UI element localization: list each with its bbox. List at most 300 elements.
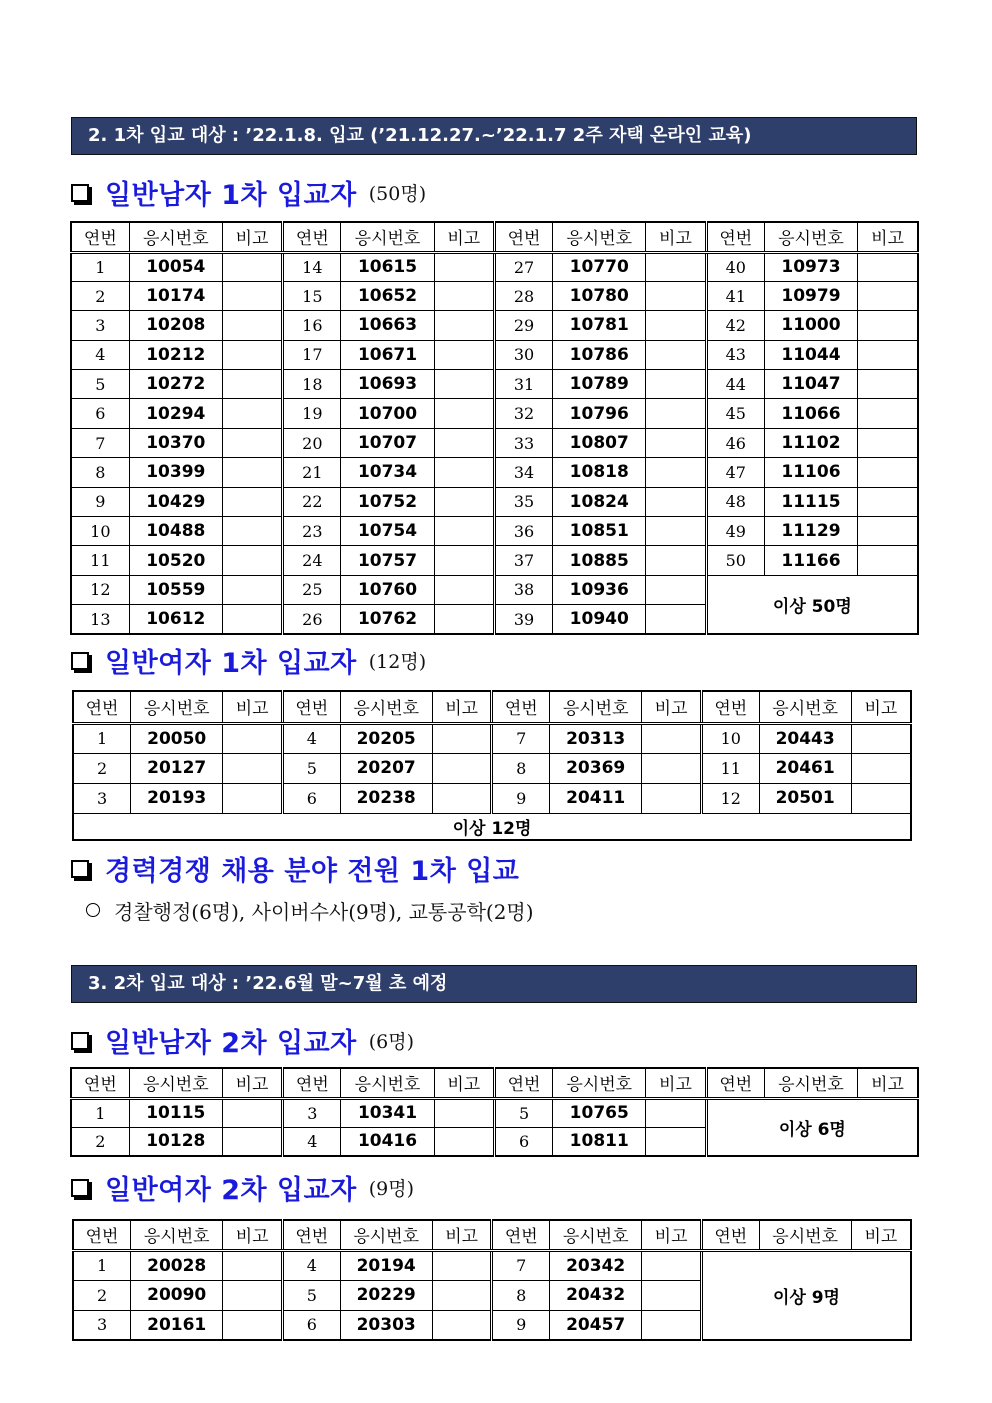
exam-number-cell: 10973 (764, 252, 857, 281)
remark-cell (851, 723, 911, 753)
exam-number-cell: 10940 (553, 605, 646, 634)
remark-cell (434, 311, 494, 340)
seq-cell: 21 (283, 458, 341, 487)
exam-number-cell: 20238 (340, 783, 432, 813)
exam-number-cell: 10671 (341, 340, 434, 369)
seq-cell: 7 (71, 428, 129, 457)
exam-number-cell: 10796 (553, 399, 646, 428)
remark-cell (222, 605, 282, 634)
exam-number-cell: 10754 (341, 517, 434, 546)
header-remark: 비고 (223, 1220, 283, 1250)
table-row (71, 311, 918, 340)
exam-number-cell: 11047 (764, 370, 857, 399)
remark-cell (642, 1250, 702, 1280)
seq-cell: 2 (71, 1127, 129, 1156)
remark-cell (434, 281, 494, 310)
checkbox-square-icon (71, 652, 89, 670)
seq-cell: 48 (706, 487, 764, 516)
remark-cell (858, 370, 918, 399)
remark-cell (432, 1280, 492, 1310)
exam-number-cell: 10370 (129, 428, 222, 457)
exam-number-cell: 10520 (129, 546, 222, 575)
header-seq: 연번 (494, 222, 552, 252)
remark-cell (646, 605, 706, 634)
female-round1-table (72, 690, 912, 841)
header-seq: 연번 (282, 691, 340, 723)
exam-number-cell: 10707 (341, 428, 434, 457)
remark-cell (222, 517, 282, 546)
exam-number-cell: 10786 (553, 340, 646, 369)
remark-cell (223, 783, 283, 813)
seq-cell: 3 (73, 1310, 131, 1340)
remark-cell (223, 1310, 283, 1340)
table-row (71, 399, 918, 428)
exam-number-cell: 20443 (759, 723, 851, 753)
exam-number-cell: 20194 (340, 1250, 432, 1280)
category-title: 경력경쟁 채용 분야 전원 1차 입교 (105, 855, 520, 887)
header-seq: 연번 (283, 1068, 341, 1098)
remark-cell (858, 311, 918, 340)
seq-cell: 23 (283, 517, 341, 546)
header-seq: 연번 (492, 691, 550, 723)
seq-cell: 6 (282, 1310, 340, 1340)
header-exam-no: 응시번호 (341, 1068, 434, 1098)
header-seq: 연번 (706, 222, 764, 252)
seq-cell: 4 (282, 723, 340, 753)
category-count: (6명) (368, 1030, 415, 1053)
exam-number-cell: 10416 (341, 1127, 434, 1156)
table-row (71, 428, 918, 457)
seq-cell: 42 (706, 311, 764, 340)
exam-number-cell: 10272 (129, 370, 222, 399)
remark-cell (646, 517, 706, 546)
remark-cell (642, 783, 702, 813)
header-exam-no: 응시번호 (553, 1068, 646, 1098)
header-remark: 비고 (642, 1220, 702, 1250)
remark-cell (434, 458, 494, 487)
exam-number-cell: 10054 (129, 252, 222, 281)
exam-number-cell: 10762 (341, 605, 434, 634)
circle-bullet-icon (86, 903, 100, 917)
seq-cell: 5 (282, 753, 340, 783)
table-row (73, 723, 911, 753)
exam-number-cell: 20461 (759, 753, 851, 783)
remark-cell (434, 1098, 494, 1127)
seq-cell: 5 (71, 370, 129, 399)
table-row (73, 1250, 911, 1280)
seq-cell: 1 (73, 1250, 131, 1280)
header-seq: 연번 (283, 222, 341, 252)
remark-cell (646, 340, 706, 369)
header-remark: 비고 (432, 1220, 492, 1250)
remark-cell (646, 252, 706, 281)
remark-cell (432, 1310, 492, 1340)
header-exam-no: 응시번호 (550, 1220, 642, 1250)
header-seq: 연번 (494, 1068, 552, 1098)
header-seq: 연번 (73, 1220, 131, 1250)
seq-cell: 4 (283, 1127, 341, 1156)
checkbox-square-icon (71, 1032, 89, 1050)
header-remark: 비고 (858, 1068, 918, 1098)
remark-cell (646, 370, 706, 399)
seq-cell: 8 (492, 1280, 550, 1310)
male-round1-heading (71, 172, 426, 212)
exam-number-cell: 10429 (129, 487, 222, 516)
remark-cell (432, 753, 492, 783)
seq-cell: 11 (701, 753, 759, 783)
exam-number-cell: 20411 (550, 783, 642, 813)
category-title: 일반남자 2차 입교자 (105, 1027, 357, 1059)
table-row (73, 753, 911, 783)
header-remark: 비고 (851, 691, 911, 723)
header-seq: 연번 (73, 691, 131, 723)
remark-cell (646, 281, 706, 310)
exam-number-cell: 10789 (553, 370, 646, 399)
exam-number-cell: 10770 (553, 252, 646, 281)
remark-cell (222, 1098, 282, 1127)
male-round1-table (70, 221, 919, 635)
seq-cell: 8 (492, 753, 550, 783)
remark-cell (858, 340, 918, 369)
table-row (71, 252, 918, 281)
seq-cell: 1 (71, 252, 129, 281)
exam-number-cell: 20342 (550, 1250, 642, 1280)
remark-cell (223, 1250, 283, 1280)
remark-cell (434, 605, 494, 634)
remark-cell (858, 399, 918, 428)
seq-cell: 19 (283, 399, 341, 428)
remark-cell (858, 281, 918, 310)
seq-cell: 3 (71, 311, 129, 340)
header-remark: 비고 (434, 222, 494, 252)
exam-number-cell: 20050 (131, 723, 223, 753)
seq-cell: 2 (73, 753, 131, 783)
exam-number-cell: 10807 (553, 428, 646, 457)
remark-cell (646, 1127, 706, 1156)
table-row (71, 281, 918, 310)
checkbox-square-icon (71, 1179, 89, 1197)
seq-cell: 29 (494, 311, 552, 340)
header-seq: 연번 (492, 1220, 550, 1250)
seq-cell: 28 (494, 281, 552, 310)
exam-number-cell: 10212 (129, 340, 222, 369)
table-row (71, 458, 918, 487)
category-count: (12명) (368, 650, 427, 673)
header-seq: 연번 (282, 1220, 340, 1250)
header-remark: 비고 (223, 691, 283, 723)
remark-cell (646, 575, 706, 604)
category-title: 일반여자 2차 입교자 (105, 1174, 357, 1206)
exam-number-cell: 10399 (129, 458, 222, 487)
header-exam-no: 응시번호 (131, 1220, 223, 1250)
header-exam-no: 응시번호 (129, 222, 222, 252)
exam-number-cell: 10488 (129, 517, 222, 546)
section-3-header: 3. 2차 입교 대상 : ’22.6월 말~7월 초 예정 (71, 965, 917, 1003)
seq-cell: 12 (71, 575, 129, 604)
exam-number-cell: 10811 (553, 1127, 646, 1156)
exam-number-cell: 10752 (341, 487, 434, 516)
exam-number-cell: 11102 (764, 428, 857, 457)
table-row (71, 1098, 918, 1127)
seq-cell: 43 (706, 340, 764, 369)
exam-number-cell: 20205 (340, 723, 432, 753)
remark-cell (434, 487, 494, 516)
table-row (71, 487, 918, 516)
exam-number-cell: 11129 (764, 517, 857, 546)
exam-number-cell: 20369 (550, 753, 642, 783)
seq-cell: 22 (283, 487, 341, 516)
remark-cell (223, 753, 283, 783)
seq-cell: 35 (494, 487, 552, 516)
remark-cell (222, 281, 282, 310)
header-exam-no: 응시번호 (553, 222, 646, 252)
table-row (71, 575, 918, 604)
exam-number-cell: 20303 (340, 1310, 432, 1340)
exam-number-cell: 10979 (764, 281, 857, 310)
exam-number-cell: 11115 (764, 487, 857, 516)
exam-number-cell: 10780 (553, 281, 646, 310)
remark-cell (222, 340, 282, 369)
exam-number-cell: 10652 (341, 281, 434, 310)
female-round2-table (72, 1219, 912, 1341)
exam-number-cell: 11166 (764, 546, 857, 575)
header-exam-no: 응시번호 (759, 691, 851, 723)
seq-cell: 49 (706, 517, 764, 546)
seq-cell: 41 (706, 281, 764, 310)
header-remark: 비고 (222, 222, 282, 252)
remark-cell (646, 1098, 706, 1127)
seq-cell: 31 (494, 370, 552, 399)
seq-cell: 6 (494, 1127, 552, 1156)
exam-number-cell: 20193 (131, 783, 223, 813)
seq-cell: 18 (283, 370, 341, 399)
remark-cell (222, 487, 282, 516)
header-remark: 비고 (646, 222, 706, 252)
remark-cell (646, 428, 706, 457)
remark-cell (858, 252, 918, 281)
header-exam-no: 응시번호 (131, 691, 223, 723)
exam-number-cell: 10765 (553, 1098, 646, 1127)
career-heading (71, 848, 519, 888)
total-count-cell: 이상 50명 (706, 575, 918, 634)
remark-cell (434, 575, 494, 604)
total-count-cell: 이상 12명 (73, 813, 911, 840)
exam-number-cell: 10612 (129, 605, 222, 634)
table-row (71, 546, 918, 575)
remark-cell (434, 340, 494, 369)
header-remark: 비고 (432, 691, 492, 723)
career-note-text: 경찰행정(6명), 사이버수사(9명), 교통공학(2명) (114, 900, 534, 924)
exam-number-cell: 10663 (341, 311, 434, 340)
remark-cell (858, 458, 918, 487)
remark-cell (646, 399, 706, 428)
remark-cell (646, 487, 706, 516)
exam-number-cell: 20501 (759, 783, 851, 813)
seq-cell: 15 (283, 281, 341, 310)
seq-cell: 10 (71, 517, 129, 546)
remark-cell (222, 575, 282, 604)
exam-number-cell: 10885 (553, 546, 646, 575)
seq-cell: 14 (283, 252, 341, 281)
exam-number-cell: 11066 (764, 399, 857, 428)
seq-cell: 7 (492, 723, 550, 753)
exam-number-cell: 10615 (341, 252, 434, 281)
seq-cell: 36 (494, 517, 552, 546)
category-count: (50명) (368, 182, 427, 205)
header-exam-no: 응시번호 (340, 691, 432, 723)
seq-cell: 13 (71, 605, 129, 634)
remark-cell (642, 1280, 702, 1310)
header-remark: 비고 (851, 1220, 911, 1250)
seq-cell: 34 (494, 458, 552, 487)
male-round2-heading (71, 1020, 414, 1060)
seq-cell: 47 (706, 458, 764, 487)
exam-number-cell: 20313 (550, 723, 642, 753)
remark-cell (432, 783, 492, 813)
career-note (86, 896, 534, 925)
seq-cell: 30 (494, 340, 552, 369)
exam-number-cell: 10341 (341, 1098, 434, 1127)
remark-cell (858, 546, 918, 575)
exam-number-cell: 20090 (131, 1280, 223, 1310)
category-title: 일반남자 1차 입교자 (105, 179, 357, 211)
remark-cell (434, 399, 494, 428)
header-exam-no: 응시번호 (341, 222, 434, 252)
seq-cell: 1 (71, 1098, 129, 1127)
header-remark: 비고 (642, 691, 702, 723)
total-count-cell: 이상 9명 (701, 1250, 911, 1340)
remark-cell (222, 546, 282, 575)
header-seq: 연번 (71, 222, 129, 252)
seq-cell: 25 (283, 575, 341, 604)
header-exam-no: 응시번호 (340, 1220, 432, 1250)
seq-cell: 37 (494, 546, 552, 575)
seq-cell: 4 (71, 340, 129, 369)
exam-number-cell: 11044 (764, 340, 857, 369)
header-seq: 연번 (701, 1220, 759, 1250)
remark-cell (432, 1250, 492, 1280)
header-seq: 연번 (706, 1068, 764, 1098)
exam-number-cell: 10559 (129, 575, 222, 604)
seq-cell: 8 (71, 458, 129, 487)
remark-cell (646, 546, 706, 575)
seq-cell: 6 (71, 399, 129, 428)
seq-cell: 5 (494, 1098, 552, 1127)
header-seq: 연번 (701, 691, 759, 723)
remark-cell (222, 370, 282, 399)
exam-number-cell: 10760 (341, 575, 434, 604)
remark-cell (642, 723, 702, 753)
seq-cell: 27 (494, 252, 552, 281)
table-row (71, 517, 918, 546)
section-2-header: 2. 1차 입교 대상 : ’22.1.8. 입교 (’21.12.27.~’22.1.7 2주 자택 온라인 교육) (71, 117, 917, 155)
seq-cell: 5 (282, 1280, 340, 1310)
remark-cell (851, 783, 911, 813)
header-seq: 연번 (71, 1068, 129, 1098)
remark-cell (223, 1280, 283, 1310)
remark-cell (434, 546, 494, 575)
seq-cell: 12 (701, 783, 759, 813)
exam-number-cell: 10781 (553, 311, 646, 340)
remark-cell (222, 428, 282, 457)
seq-cell: 45 (706, 399, 764, 428)
total-count-cell: 이상 6명 (706, 1098, 918, 1156)
exam-number-cell: 10115 (129, 1098, 222, 1127)
seq-cell: 33 (494, 428, 552, 457)
exam-number-cell: 11106 (764, 458, 857, 487)
exam-number-cell: 20127 (131, 753, 223, 783)
header-exam-no: 응시번호 (764, 1068, 857, 1098)
exam-number-cell: 10818 (553, 458, 646, 487)
exam-number-cell: 10174 (129, 281, 222, 310)
header-exam-no: 응시번호 (764, 222, 857, 252)
remark-cell (646, 458, 706, 487)
header-exam-no: 응시번호 (550, 691, 642, 723)
exam-number-cell: 20432 (550, 1280, 642, 1310)
seq-cell: 2 (73, 1280, 131, 1310)
exam-number-cell: 10693 (341, 370, 434, 399)
remark-cell (222, 311, 282, 340)
header-remark: 비고 (858, 222, 918, 252)
exam-number-cell: 20229 (340, 1280, 432, 1310)
seq-cell: 17 (283, 340, 341, 369)
seq-cell: 11 (71, 546, 129, 575)
seq-cell: 44 (706, 370, 764, 399)
seq-cell: 50 (706, 546, 764, 575)
remark-cell (222, 252, 282, 281)
remark-cell (851, 753, 911, 783)
remark-cell (434, 252, 494, 281)
remark-cell (223, 723, 283, 753)
exam-number-cell: 10757 (341, 546, 434, 575)
exam-number-cell: 10851 (553, 517, 646, 546)
seq-cell: 26 (283, 605, 341, 634)
exam-number-cell: 10208 (129, 311, 222, 340)
checkbox-square-icon (71, 860, 89, 878)
exam-number-cell: 20457 (550, 1310, 642, 1340)
female-round1-heading (71, 640, 426, 680)
remark-cell (434, 1127, 494, 1156)
remark-cell (642, 753, 702, 783)
remark-cell (432, 723, 492, 753)
seq-cell: 3 (283, 1098, 341, 1127)
exam-number-cell: 10734 (341, 458, 434, 487)
table-row (73, 783, 911, 813)
header-exam-no: 응시번호 (129, 1068, 222, 1098)
exam-number-cell: 10294 (129, 399, 222, 428)
table-row (71, 370, 918, 399)
remark-cell (642, 1310, 702, 1340)
checkbox-square-icon (71, 184, 89, 202)
exam-number-cell: 10128 (129, 1127, 222, 1156)
seq-cell: 3 (73, 783, 131, 813)
remark-cell (434, 517, 494, 546)
header-remark: 비고 (434, 1068, 494, 1098)
remark-cell (858, 487, 918, 516)
remark-cell (434, 428, 494, 457)
exam-number-cell: 20028 (131, 1250, 223, 1280)
header-exam-no: 응시번호 (759, 1220, 851, 1250)
female-round2-heading (71, 1167, 414, 1207)
remark-cell (222, 1127, 282, 1156)
header-remark: 비고 (222, 1068, 282, 1098)
remark-cell (434, 370, 494, 399)
seq-cell: 20 (283, 428, 341, 457)
remark-cell (222, 458, 282, 487)
remark-cell (222, 399, 282, 428)
seq-cell: 39 (494, 605, 552, 634)
seq-cell: 9 (71, 487, 129, 516)
